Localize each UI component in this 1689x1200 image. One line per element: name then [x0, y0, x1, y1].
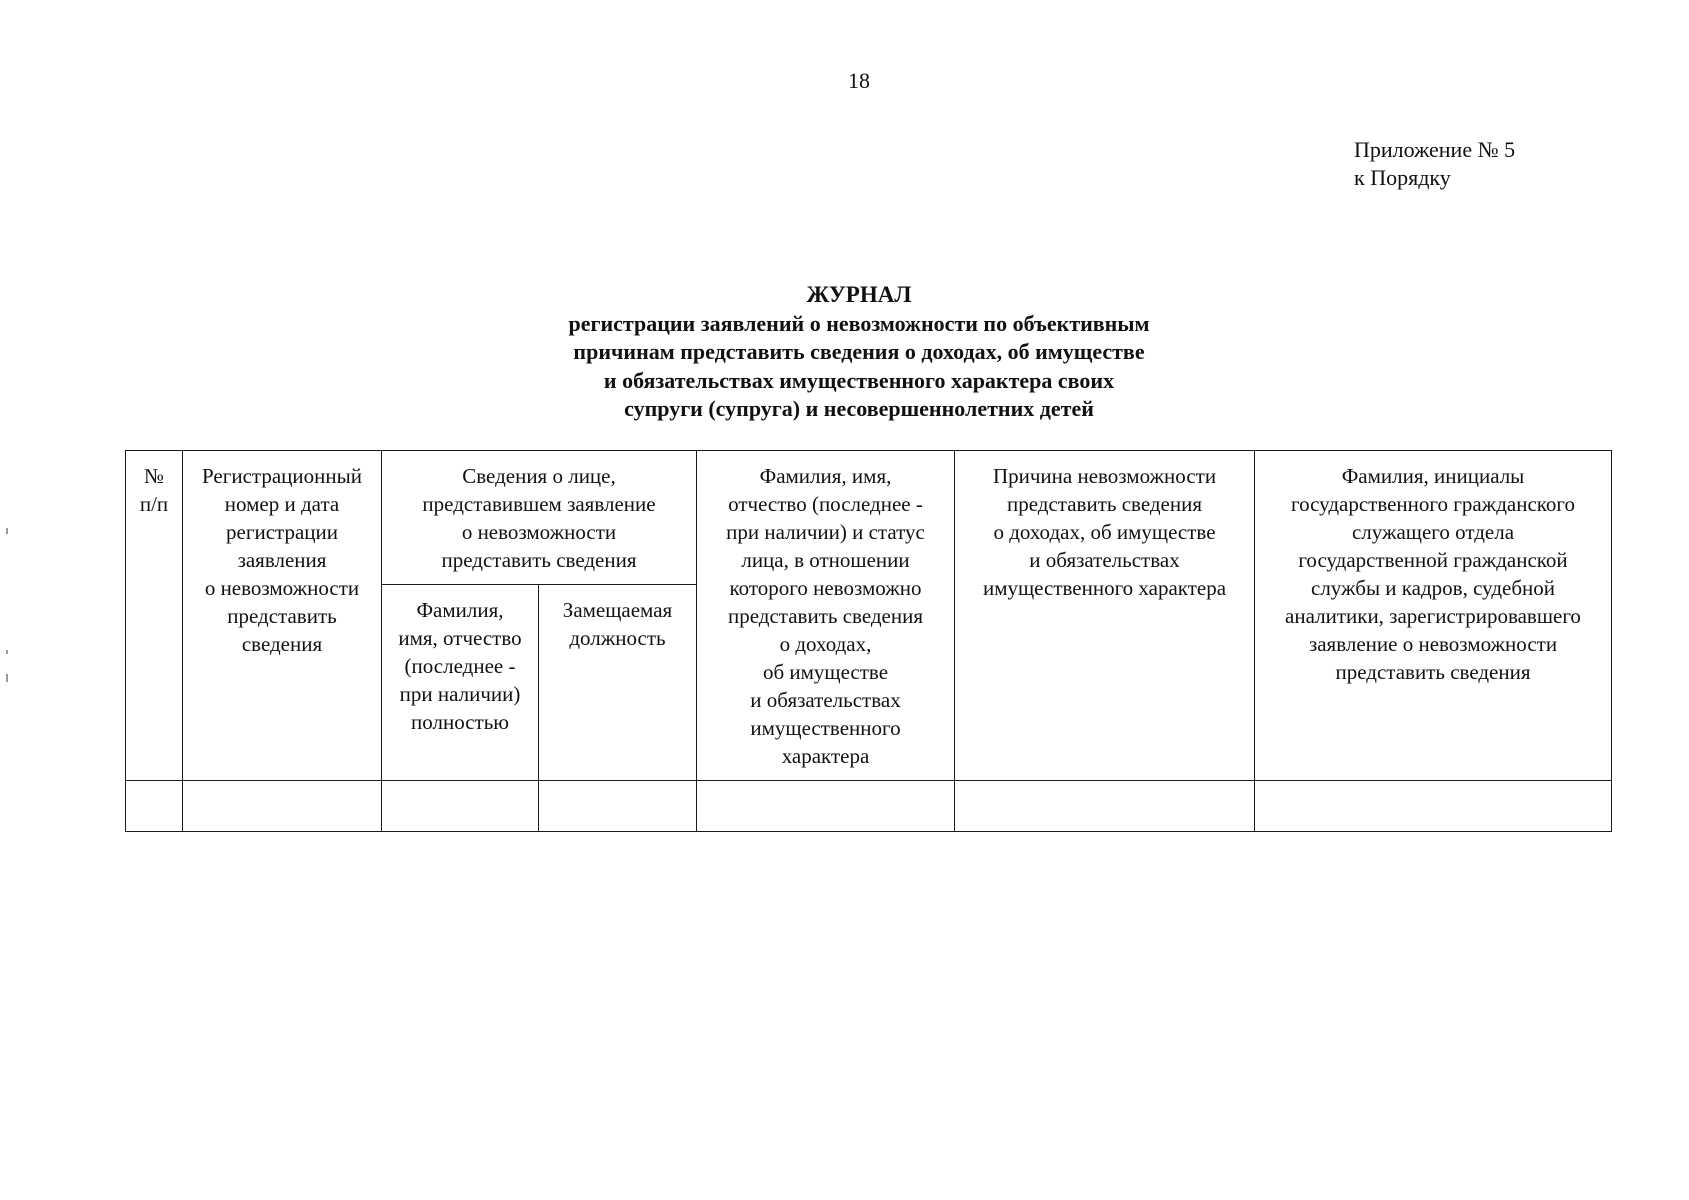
table-cell: [697, 781, 955, 832]
title-line: причинам представить сведения о доходах, об имуществе: [573, 339, 1145, 364]
scan-edge-mark: [6, 528, 8, 534]
table-cell: [539, 781, 697, 832]
title-heading: ЖУРНАЛ: [806, 282, 912, 307]
header-applicant-group: Сведения о лице, представившем заявление о невозможности представить сведения: [382, 451, 697, 585]
table-cell: [183, 781, 382, 832]
title-line: регистрации заявлений о невозможности по объективным: [568, 310, 1150, 336]
scan-edge-mark: [6, 650, 8, 654]
header-number: № п/п: [126, 451, 183, 781]
table-cell: [382, 781, 539, 832]
appendix-reference: [1354, 136, 1515, 192]
title-line: и обязательствах имущественного характера своих: [603, 367, 1115, 393]
appendix-line: Приложение № 5: [1354, 137, 1516, 162]
table-cell: [1255, 781, 1612, 832]
header-registrar: Фамилия, инициалы государственного гражданского служащего отдела государственной гражданской службы и кадров, судебной аналитики, зарегистрировавшего заявление о невозможности представить сведения: [1255, 451, 1612, 781]
page-number: 18: [848, 68, 870, 93]
journal-table: [125, 450, 1612, 832]
title-line: супруги (супруга) и несовершеннолетних детей: [624, 396, 1094, 421]
header-applicant-name: Фамилия, имя, отчество (последнее - при наличии) полностью: [382, 585, 539, 781]
header-registration: Регистрационный номер и дата регистрации заявления о невозможности представить сведения: [183, 451, 382, 781]
header-subject: Фамилия, имя, отчество (последнее - при наличии) и статус лица, в отношении которого невозможно представить сведения о доходах, об имуществе и обязательствах имущественного характера: [697, 451, 955, 781]
header-reason: Причина невозможности представить сведения о доходах, об имуществе и обязательствах имущественного характера: [955, 451, 1255, 781]
scan-edge-mark: [6, 674, 8, 682]
header-applicant-position: Замещаемая должность: [539, 585, 697, 781]
document-title: [0, 281, 1689, 424]
table-row: [126, 781, 1612, 832]
table-cell: [126, 781, 183, 832]
table-cell: [955, 781, 1255, 832]
appendix-line: к Порядку: [1354, 165, 1451, 190]
